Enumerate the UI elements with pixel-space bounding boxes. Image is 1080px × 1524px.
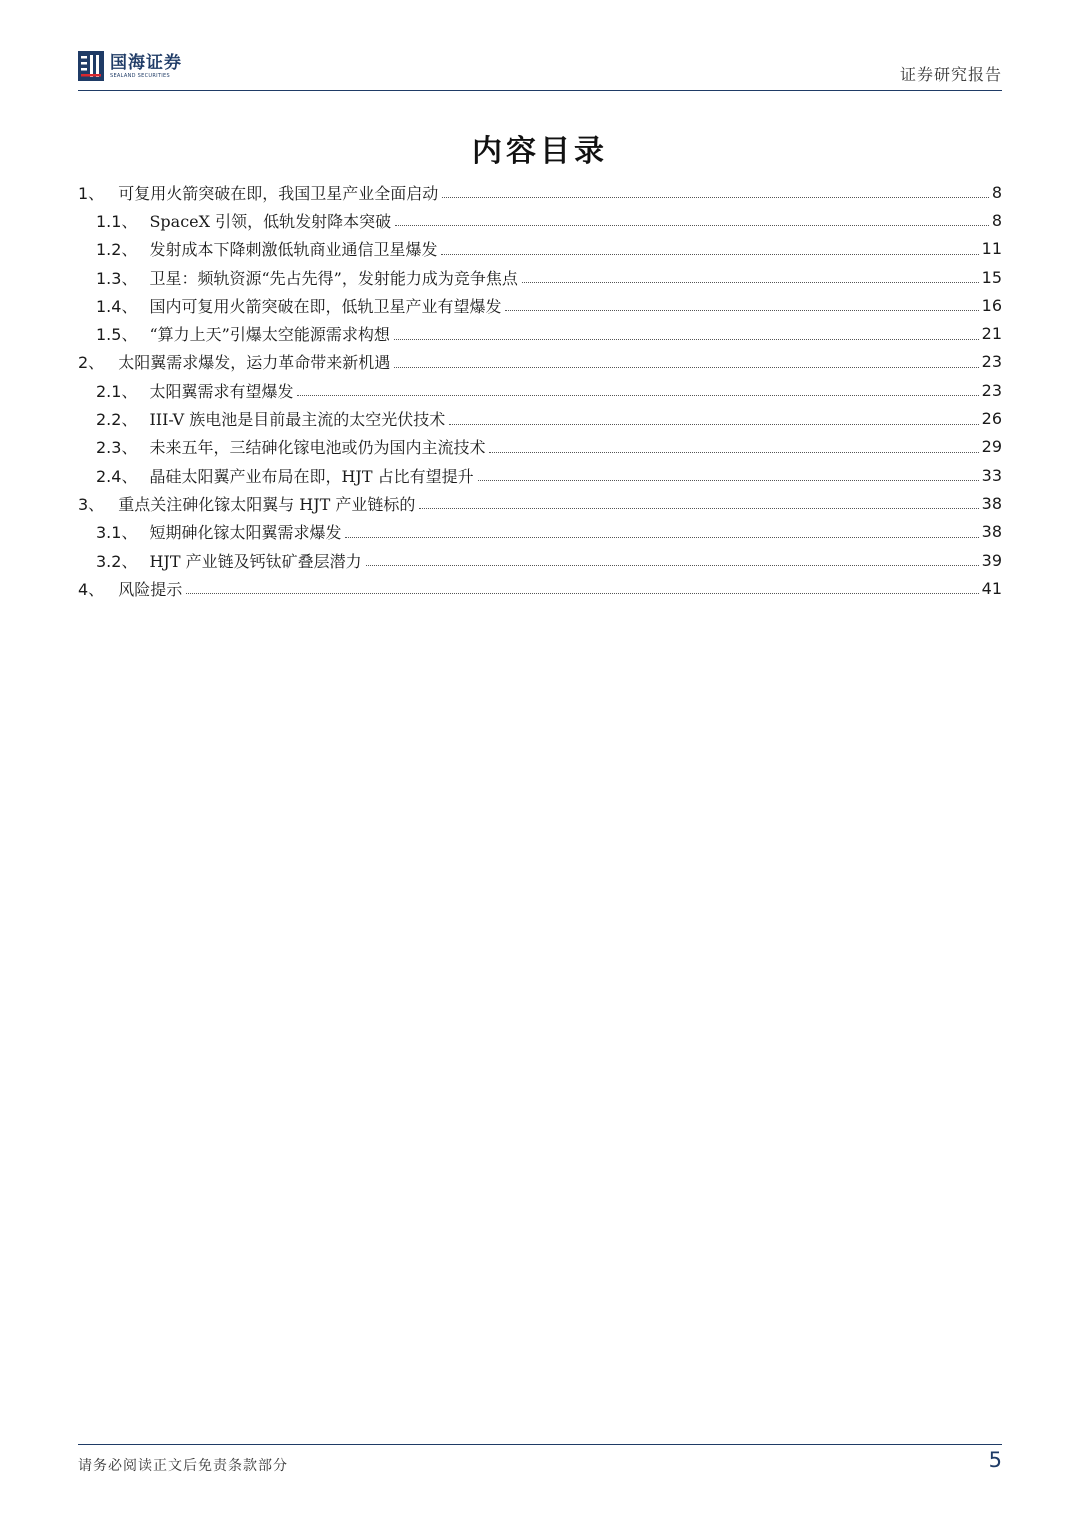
toc-entry-title: 重点关注砷化镓太阳翼与 HJT 产业链标的 <box>118 494 416 514</box>
toc-entry-number: 1.3、 <box>96 268 138 288</box>
toc-entry-title: 发射成本下降刺激低轨商业通信卫星爆发 <box>149 240 438 260</box>
table-of-contents <box>78 178 1002 602</box>
toc-entry-number: 4、 <box>78 579 105 599</box>
toc-entry-number: 1.1、 <box>96 211 138 231</box>
toc-entry[interactable] <box>78 433 1002 461</box>
toc-entry-number: 2.4、 <box>96 466 138 486</box>
toc-dot-leader <box>345 536 978 538</box>
logo-mark-icon <box>78 51 104 81</box>
toc-entry-number: 3.1、 <box>96 523 138 543</box>
toc-entry-page: 39 <box>981 550 1002 570</box>
toc-dot-leader <box>478 479 979 481</box>
toc-entry[interactable] <box>78 319 1002 347</box>
document-type-label: 证券研究报告 <box>899 65 1002 84</box>
toc-entry-number: 1、 <box>78 183 105 203</box>
toc-entry-title: 太阳翼需求爆发，运力革命带来新机遇 <box>118 353 391 373</box>
toc-dot-leader <box>449 423 978 425</box>
toc-entry-page: 16 <box>981 295 1002 315</box>
toc-dot-leader <box>366 564 979 566</box>
toc-entry-page: 26 <box>981 409 1002 429</box>
toc-entry-title: 国内可复用火箭突破在即，低轨卫星产业有望爆发 <box>149 296 502 316</box>
toc-entry-title: HJT 产业链及钙钛矿叠层潜力 <box>149 551 362 571</box>
toc-entry[interactable] <box>78 518 1002 546</box>
toc-entry[interactable] <box>78 546 1002 574</box>
toc-dot-leader <box>441 253 978 255</box>
toc-dot-leader <box>419 507 978 509</box>
toc-entry-title: 可复用火箭突破在即，我国卫星产业全面启动 <box>118 183 439 203</box>
toc-dot-leader <box>297 394 978 396</box>
disclaimer-note: 请务必阅读正文后免责条款部分 <box>78 1458 288 1474</box>
toc-entry-page: 33 <box>981 465 1002 485</box>
toc-dot-leader <box>442 196 989 198</box>
toc-entry-title: 短期砷化镓太阳翼需求爆发 <box>149 523 342 543</box>
toc-entry-title: 太阳翼需求有望爆发 <box>149 381 294 401</box>
logo-english-name: SEALAND SECURITIES <box>110 72 170 79</box>
toc-entry-number: 3、 <box>78 494 105 514</box>
toc-entry-page: 11 <box>981 239 1002 259</box>
toc-entry-page: 23 <box>981 380 1002 400</box>
toc-entry-page: 8 <box>991 210 1002 230</box>
toc-entry-page: 41 <box>981 578 1002 598</box>
toc-dot-leader <box>186 592 978 594</box>
toc-entry-number: 2.2、 <box>96 410 138 430</box>
toc-entry[interactable] <box>78 291 1002 319</box>
toc-entry-title: III-V 族电池是目前最主流的太空光伏技术 <box>149 410 446 430</box>
toc-entry-page: 23 <box>981 352 1002 372</box>
company-logo <box>78 46 182 86</box>
toc-entry-title: 未来五年，三结砷化镓电池或仍为国内主流技术 <box>149 438 486 458</box>
footer-divider <box>78 1444 1002 1445</box>
toc-entry[interactable] <box>78 376 1002 404</box>
toc-entry-number: 1.5、 <box>96 325 138 345</box>
page-header <box>78 38 1002 91</box>
toc-entry-page: 29 <box>981 437 1002 457</box>
toc-entry-number: 3.2、 <box>96 551 138 571</box>
toc-entry-number: 1.2、 <box>96 240 138 260</box>
toc-entry-page: 38 <box>981 522 1002 542</box>
toc-entry[interactable] <box>78 404 1002 432</box>
toc-entry-number: 1.4、 <box>96 296 138 316</box>
toc-entry[interactable] <box>78 206 1002 234</box>
page-title: 内容目录 <box>472 134 608 169</box>
toc-dot-leader <box>505 309 978 311</box>
toc-entry-page: 8 <box>991 182 1002 202</box>
toc-entry[interactable] <box>78 348 1002 376</box>
toc-entry[interactable] <box>78 178 1002 206</box>
toc-entry-page: 38 <box>981 493 1002 513</box>
toc-entry[interactable] <box>78 235 1002 263</box>
toc-entry-number: 2.1、 <box>96 381 138 401</box>
toc-entry[interactable] <box>78 574 1002 602</box>
toc-entry-title: 晶硅太阳翼产业布局在即，HJT 占比有望提升 <box>149 466 474 486</box>
toc-entry[interactable] <box>78 461 1002 489</box>
toc-entry-number: 2、 <box>78 353 105 373</box>
toc-entry-title: 风险提示 <box>118 579 183 599</box>
toc-entry-number: 2.3、 <box>96 438 138 458</box>
logo-chinese-name: 国海证券 <box>110 52 182 73</box>
toc-entry-page: 21 <box>981 324 1002 344</box>
toc-entry-title: “算力上天”引爆太空能源需求构想 <box>149 325 390 345</box>
page-number: 5 <box>988 1448 1002 1472</box>
toc-entry-title: 卫星：频轨资源“先占先得”，发射能力成为竞争焦点 <box>149 268 518 288</box>
toc-entry[interactable] <box>78 263 1002 291</box>
toc-dot-leader <box>394 366 978 368</box>
toc-dot-leader <box>395 224 989 226</box>
toc-entry-title: SpaceX 引领，低轨发射降本突破 <box>149 211 392 231</box>
toc-dot-leader <box>394 338 979 340</box>
toc-dot-leader <box>489 451 978 453</box>
toc-dot-leader <box>522 281 979 283</box>
toc-entry-page: 15 <box>981 267 1002 287</box>
toc-entry[interactable] <box>78 489 1002 517</box>
